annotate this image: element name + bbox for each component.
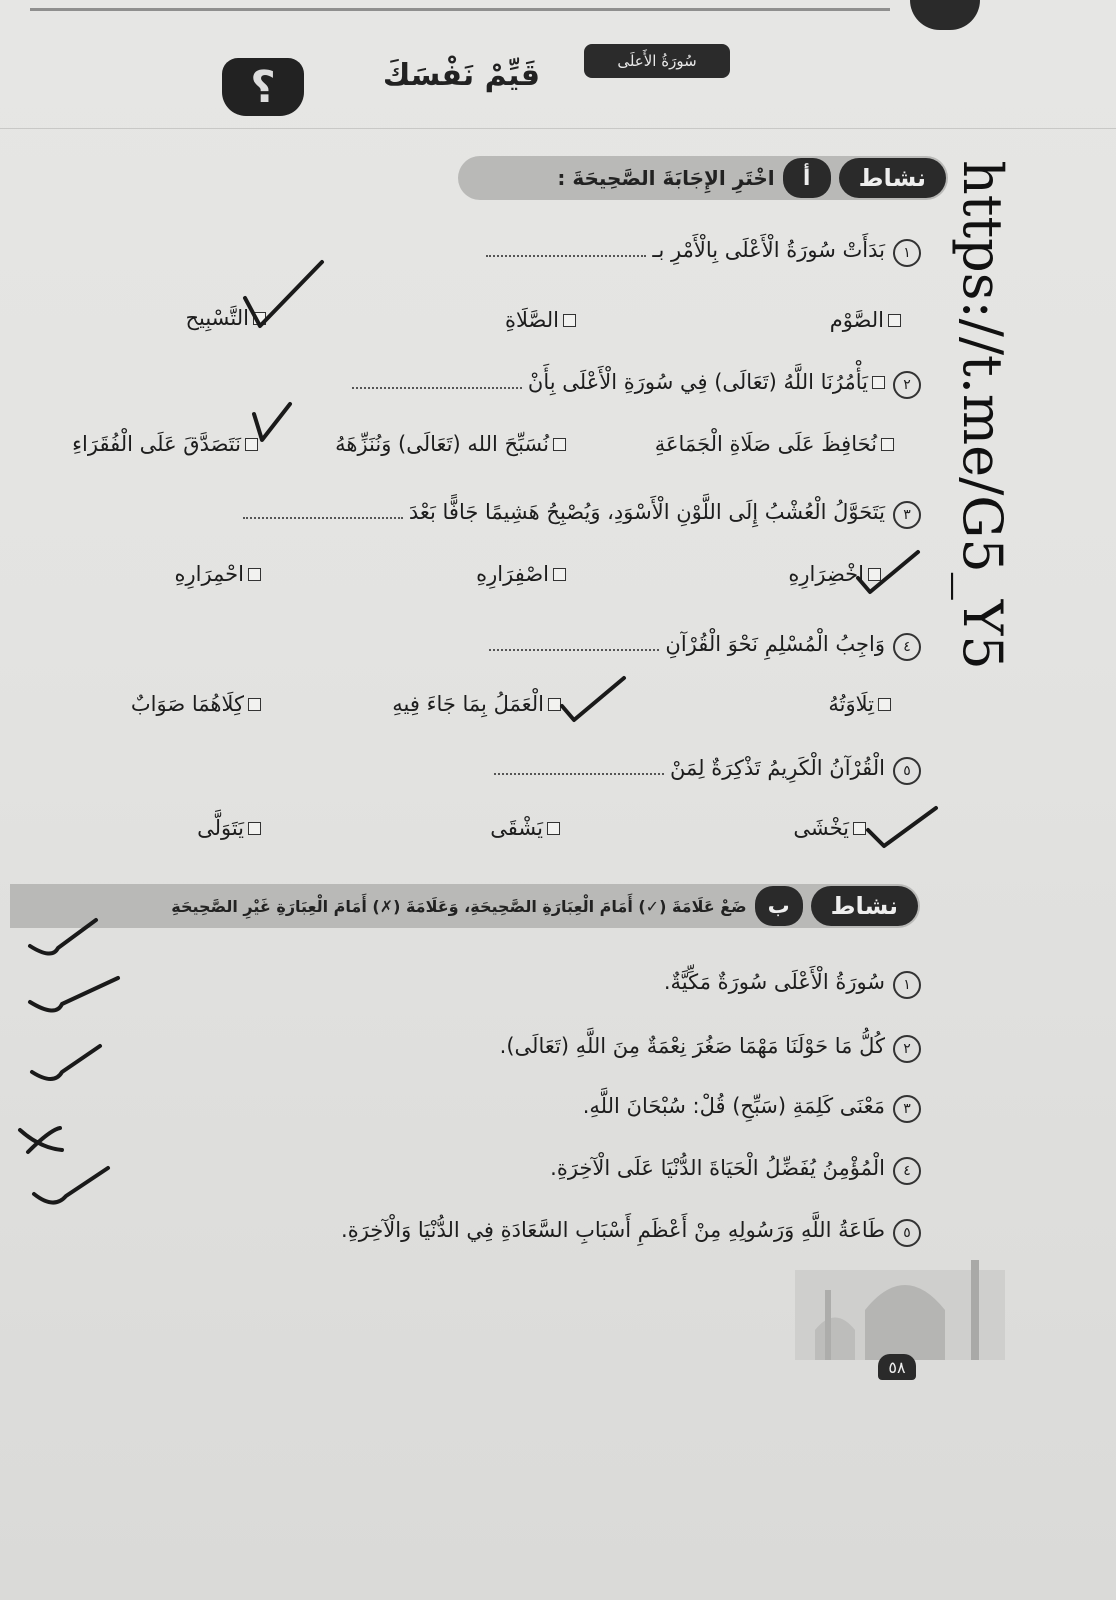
check-mark-icon (30, 920, 96, 954)
assess-title: قَيِّمْ نَفْسَكَ (382, 58, 540, 93)
question-number: ٤ (893, 633, 921, 661)
statement-2: ٢ كُلُّ مَا حَوْلَنَا مَهْمَا صَغُرَ نِعْمَةٌ مِنَ اللَّهِ (تَعَالَى). (500, 1034, 921, 1063)
activity-letter: أ (783, 158, 831, 198)
activity-letter: ب (755, 886, 803, 926)
option-4b[interactable]: الْعَمَلُ بِمَا جَاءَ فِيهِ (392, 692, 561, 716)
question-text: يَأْمُرُنَا اللَّهُ (تَعَالَى) فِي سُورَةِ الْأَعْلَى بِأَنْ (527, 370, 868, 394)
question-mark-icon: ؟ (222, 58, 304, 116)
question-number: ٥ (893, 757, 921, 785)
statement-4: ٤ الْمُؤْمِنُ يُفَضِّلُ الْحَيَاةَ الدُّنْيَا عَلَى الْآخِرَةِ. (550, 1156, 921, 1185)
question-number: ٣ (893, 501, 921, 529)
option-4a[interactable]: تِلَاوَتُهُ (828, 692, 891, 716)
question-text: الْقُرْآنُ الْكَرِيمُ تَذْكِرَةٌ لِمَنْ (670, 756, 885, 780)
question-text: يَتَحَوَّلُ الْعُشْبُ إِلَى اللَّوْنِ الْأَسْوَدِ، وَيُصْبِحُ هَشِيمًا جَافًّا بَعْدَ (408, 500, 885, 524)
option-1c[interactable]: التَّسْبِيح (185, 306, 266, 330)
check-mark-icon (245, 262, 322, 326)
option-1a[interactable]: الصَّوْم (830, 308, 901, 332)
option-3b[interactable]: اصْفِرَارِهِ (476, 562, 566, 586)
page-number: ٥٨ (878, 1354, 916, 1380)
activity-instruction: ضَعْ عَلَامَةَ (✓) أَمَامَ الْعِبَارَةِ الصَّحِيحَةِ، وَعَلَامَةَ (✗) أَمَامَ الْعِبَارَةِ غَيْرِ الصَّحِيحَةِ (171, 896, 747, 916)
statement-1: ١ سُورَةُ الْأَعْلَى سُورَةٌ مَكِّيَّةٌ. (664, 970, 921, 999)
check-mark-icon (32, 1046, 100, 1079)
cross-mark-icon (20, 1128, 62, 1152)
option-5b[interactable]: يَشْقَى (490, 816, 560, 840)
check-mark-icon (254, 404, 290, 440)
watermark-url: https://t.me/G5_Y5 (951, 160, 1014, 670)
activity-badge: نشاط (811, 886, 918, 926)
check-mark-icon (30, 978, 118, 1011)
option-3a[interactable]: اخْضِرَارِهِ (788, 562, 881, 586)
option-5c[interactable]: يَتَوَلَّى (197, 816, 261, 840)
statement-5: ٥ طَاعَةُ اللَّهِ وَرَسُولِهِ مِنْ أَعْظَمِ أَسْبَابِ السَّعَادَةِ فِي الدُّنْيَا وَالْآخِرَةِ. (341, 1218, 921, 1247)
option-1b[interactable]: الصَّلَاةِ (505, 308, 576, 332)
option-5a[interactable]: يَخْشَى (793, 816, 866, 840)
option-4c[interactable]: كِلَاهُمَا صَوَابٌ (131, 692, 261, 716)
option-2c[interactable]: نَتَصَدَّقَ عَلَى الْفُقَرَاءِ (72, 432, 258, 456)
statement-3: ٣ مَعْنَى كَلِمَةِ (سَبِّحِ) قُلْ: سُبْحَانَ اللَّهِ. (583, 1094, 921, 1123)
check-mark-icon (562, 678, 624, 720)
question-text: وَاجِبُ الْمُسْلِمِ نَحْوَ الْقُرْآنِ (665, 632, 885, 656)
question-number: ٢ (893, 371, 921, 399)
question-number: ١ (893, 239, 921, 267)
question-text: بَدَأَتْ سُورَةُ الْأَعْلَى بِالْأَمْرِ بـ (652, 238, 885, 262)
option-2a[interactable]: نُحَافِظَ عَلَى صَلَاةِ الْجَمَاعَةِ (655, 432, 894, 456)
option-2b[interactable]: نُسَبِّحَ الله (تَعَالَى) وَنُنَزِّهَهُ (335, 432, 566, 456)
activity-instruction: اخْتَرِ الإِجَابَةَ الصَّحِيحَةَ : (557, 166, 775, 190)
check-mark-icon (34, 1168, 108, 1203)
surah-tag: سُورَةُ الأَعلَى (584, 44, 730, 78)
check-mark-icon (868, 808, 936, 846)
activity-badge: نشاط (839, 158, 946, 198)
check-mark-icon (858, 552, 918, 592)
option-3c[interactable]: احْمِرَارِهِ (174, 562, 261, 586)
